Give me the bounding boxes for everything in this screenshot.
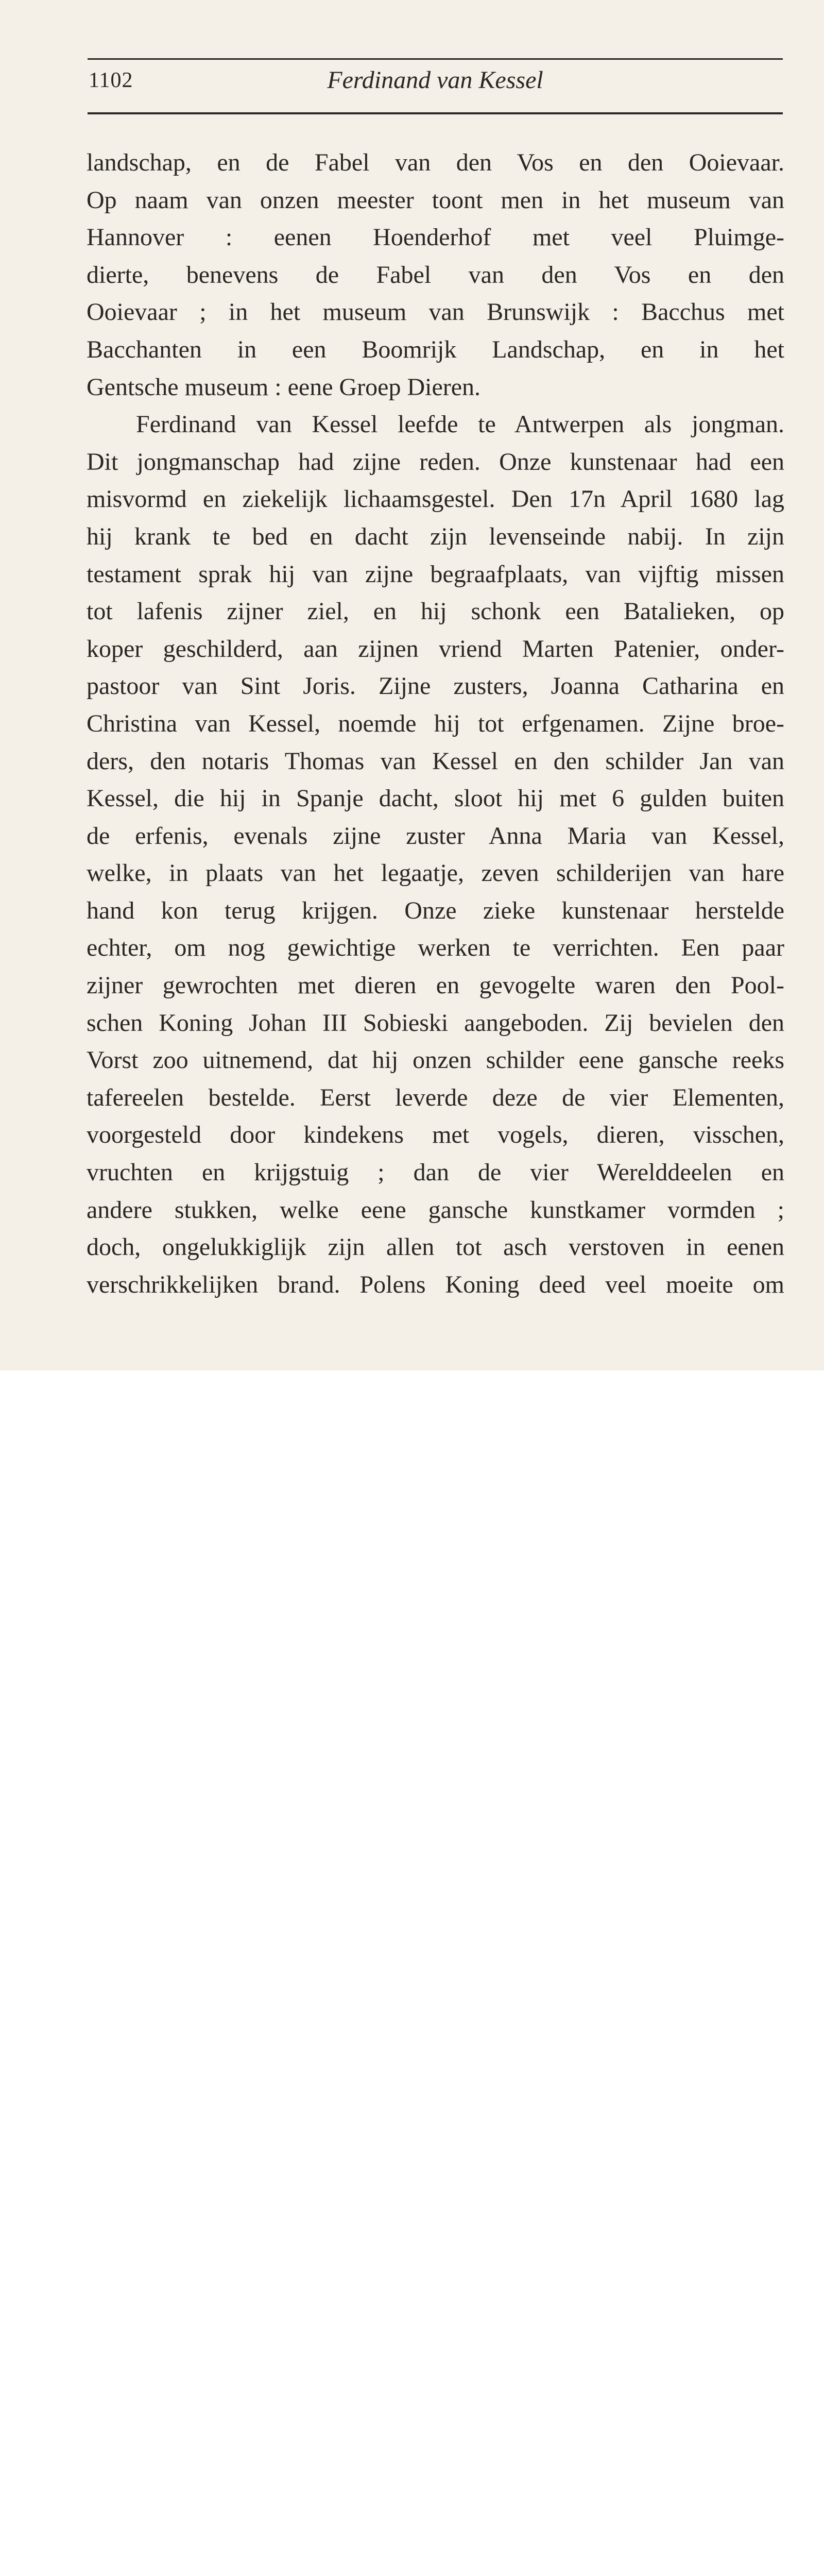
running-title: Ferdinand van Kessel bbox=[327, 66, 543, 94]
text-line: koper geschilderd, aan zijnen vriend Marten Patenier, onder- bbox=[87, 635, 784, 663]
text-line: testament sprak hij van zijne begraafplaats, van vijftig missen bbox=[87, 560, 784, 588]
text-line: schen Koning Johan III Sobieski aangeboden. Zij bevielen den bbox=[87, 1009, 784, 1037]
text-line: Hannover : eenen Hoenderhof met veel Pluimge- bbox=[87, 224, 784, 251]
text-line: Bacchanten in een Boomrijk Landschap, en in het bbox=[87, 335, 784, 363]
text-line: doch, ongelukkiglijk zijn allen tot asch verstoven in eenen bbox=[87, 1233, 784, 1261]
text-line: andere stukken, welke eene gansche kunstkamer vormden ; bbox=[87, 1196, 784, 1224]
body-text bbox=[87, 144, 784, 1303]
header-top-rule bbox=[88, 58, 783, 60]
text-line: dierte, benevens de Fabel van den Vos en den bbox=[87, 261, 784, 289]
text-line: pastoor van Sint Joris. Zijne zusters, Joanna Catharina en bbox=[87, 672, 784, 700]
text-line: Vorst zoo uitnemend, dat hij onzen schilder eene gansche reeks bbox=[87, 1046, 784, 1074]
text-line: tafereelen bestelde. Eerst leverde deze de vier Elementen, bbox=[87, 1083, 784, 1111]
text-line: landschap, en de Fabel van den Vos en den Ooievaar. bbox=[87, 149, 784, 176]
text-line: Ferdinand van Kessel leefde te Antwerpen als jongman. bbox=[136, 411, 784, 438]
text-line: hand kon terug krijgen. Onze zieke kunstenaar herstelde bbox=[87, 896, 784, 924]
text-line: misvormd en ziekelijk lichaamsgestel. Den 17n April 1680 lag bbox=[87, 485, 784, 513]
text-line: Kessel, die hij in Spanje dacht, sloot hij met 6 gulden buiten bbox=[87, 785, 784, 812]
header-bottom-rule bbox=[88, 112, 783, 114]
text-line: Dit jongmanschap had zijne reden. Onze kunstenaar had een bbox=[87, 448, 784, 476]
text-line: voorgesteld door kindekens met vogels, dieren, visschen, bbox=[87, 1121, 784, 1149]
text-line: zijner gewrochten met dieren en gevogelte waren den Pool- bbox=[87, 972, 784, 999]
text-line: Op naam van onzen meester toont men in het museum van bbox=[87, 186, 784, 214]
text-line: Christina van Kessel, noemde hij tot erfgenamen. Zijne broe- bbox=[87, 709, 784, 737]
text-line: ders, den notaris Thomas van Kessel en den schilder Jan van bbox=[87, 747, 784, 775]
text-line: tot lafenis zijner ziel, en hij schonk een Batalieken, op bbox=[87, 598, 784, 625]
text-line: vruchten en krijgstuig ; dan de vier Werelddeelen en bbox=[87, 1159, 784, 1187]
text-line: echter, om nog gewichtige werken te verrichten. Een paar bbox=[87, 934, 784, 962]
viewer-footer bbox=[0, 1370, 824, 1430]
text-line: hij krank te bed en dacht zijn levenseinde nabij. In zijn bbox=[87, 522, 784, 550]
text-line: de erfenis, evenals zijne zuster Anna Maria van Kessel, bbox=[87, 822, 784, 850]
text-line: verschrikkelijken brand. Polens Koning deed veel moeite om bbox=[87, 1270, 784, 1298]
text-line: Ooievaar ; in het museum van Brunswijk : Bacchus met bbox=[87, 298, 784, 326]
text-line: welke, in plaats van het legaatje, zeven schilderijen van hare bbox=[87, 859, 784, 887]
page-number: 1102 bbox=[89, 69, 133, 92]
text-line: Gentsche museum : eene Groep Dieren. bbox=[87, 373, 481, 401]
